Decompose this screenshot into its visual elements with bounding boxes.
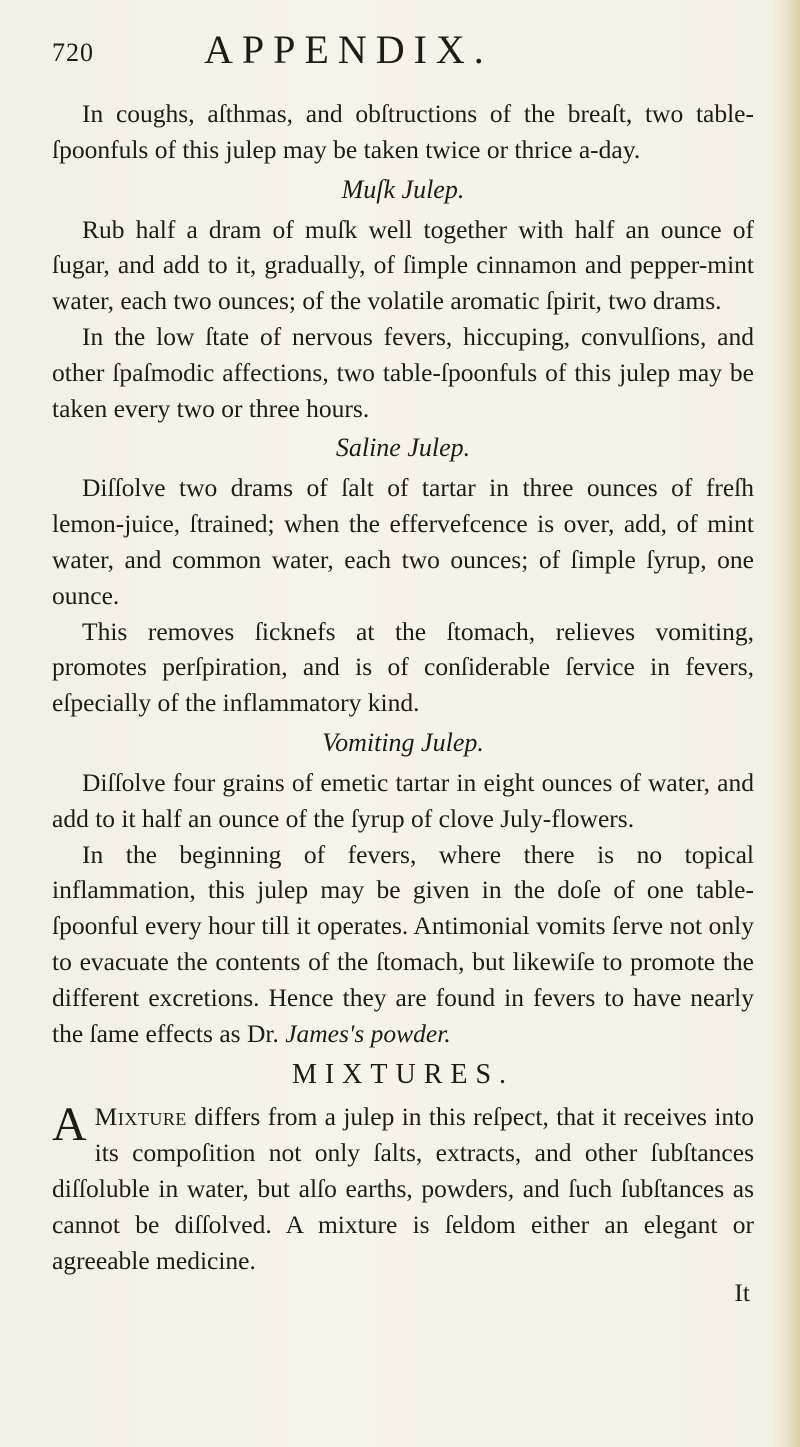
vomiting-use-text: In the beginning of fevers, where there is no topical inflammation, this julep may be given in the doſe of one table-ſpoonful every hour till it operates. Antimonial vomits ſerve not only to evacuate the contents of the ſtomach, but likewiſe to promote the different excretions. Hence they are found in fevers to have nearly the ſame effects as (52, 839, 754, 1048)
catchword: It (734, 1278, 750, 1308)
paragraph-vomiting-recipe: Diſſolve four grains of emetic tartar in eight ounces of water, and add to it half an ounce of the ſyrup of clove July-flowers. (52, 767, 754, 833)
drop-cap: A (52, 1098, 87, 1152)
heading-musk-julep: Muſk Julep. (341, 174, 465, 204)
heading-mixtures: MIXTURES. (291, 1059, 515, 1091)
paragraph-vomiting-use (52, 837, 754, 1052)
paragraph-saline-recipe: Diſſolve two drams of ſalt of tartar in three ounces of freſh lemon-juice, ſtrained; when the effervefcence is over, add, of mint water, and common water, each two ounces; of ſimple ſyrup, one ounce. (52, 473, 754, 610)
paragraph-saline-use: This removes ſicknefs at the ſtomach, relieves vomiting, promotes perſpiration, and is of conſiderable ſervice in fevers, eſpecially of the inflammatory kind. (52, 616, 754, 718)
page-body (52, 96, 754, 1308)
page-edge-shadow (772, 0, 800, 1447)
james-powder: James's powder. (285, 1018, 451, 1048)
page-header (52, 26, 752, 76)
mixture-text: differs from a julep in this reſpect, that it receives into its compoſition not only ſalts, extracts, and other ſubſtances diſſoluble in water, but alſo earths, powders, and ſuch ſubſtances as cannot be diſſolved. A mixture is ſeldom either an elegant or agreeable medicine. (52, 1102, 755, 1275)
paragraph-musk-use: In the low ſtate of nervous fevers, hiccuping, convulſions, and other ſpaſmodic affections, two table-ſpoonfuls of this julep may be taken every two or three hours. (52, 321, 754, 423)
dr-prefix: Dr. (246, 1018, 279, 1048)
paragraph-mixture (52, 1099, 754, 1278)
paragraph-musk-recipe: Rub half a dram of muſk well together with half an ounce of ſugar, and add to it, gradually, of ſimple cinnamon and pepper-mint water, each two ounces; of the volatile aromatic ſpirit, two drams. (52, 214, 754, 316)
mixture-smallcaps: Mixture (94, 1102, 187, 1132)
heading-vomiting-julep: Vomiting Julep. (322, 727, 484, 757)
running-head: APPENDIX. (204, 27, 493, 72)
page-number: 720 (52, 38, 94, 67)
paragraph-coughs: In coughs, aſthmas, and obſtructions of the breaſt, two table-ſpoonfuls of this julep may be taken twice or thrice a-day. (52, 99, 754, 164)
heading-saline-julep: Saline Julep. (335, 433, 471, 463)
